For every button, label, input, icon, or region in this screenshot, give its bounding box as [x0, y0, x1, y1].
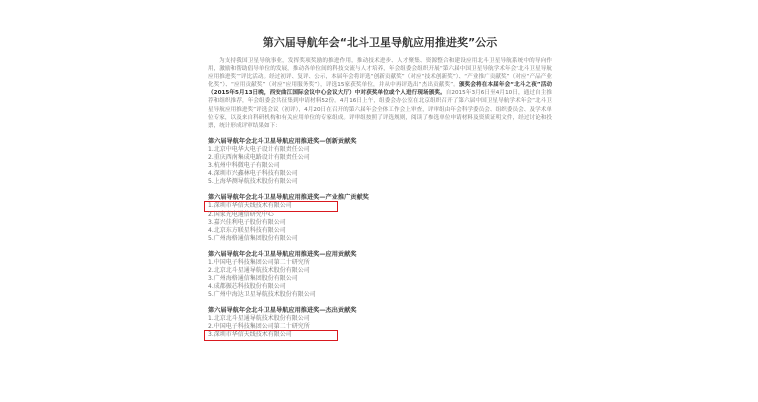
list-item: 3.杭州中科微电子有限公司 — [208, 161, 280, 169]
list-item: 5.广州海格通信集团股份有限公司 — [208, 234, 298, 242]
list-item: 1.北京中电华大电子设计有限责任公司 — [208, 145, 310, 153]
document-title: 第六届导航年会“北斗卫星导航应用推进奖”公示 — [262, 36, 498, 49]
section-heading: 第六届导航年会北斗卫星导航应用推进奖—杰出贡献奖 — [208, 306, 357, 314]
list-item: 2.国家光电通信研究中心 — [208, 210, 274, 218]
list-item: 3.广州海格通信集团股份有限公司 — [208, 274, 298, 282]
section-heading: 第六届导航年会北斗卫星导航应用推进奖—创新贡献奖 — [208, 137, 357, 145]
intro-text-1: 为支持我国卫星导航事业，发挥奖项奖励的推进作用，推动技术进步、人才聚集、资源整合和建设应用北斗卫星导航系统中的导向作用，激励和帮助倡导单位的发展，推动各单位间的科技交流与人才培养，年会组委会组织开展“第六届中国卫星导航学术年会‘北斗卫星导航应用推进奖’”评比活动。经过初评、复评、公示，本届年会将评选“创新贡献奖”（对应“技术创新奖”）、“产业推广贡献奖”（对应“产品产业化奖”）、“应用贡献奖”（对应“应用服务奖”），评选15家获奖单位，并从中再评选出“杰出贡献奖”。 — [208, 58, 552, 89]
award-section-innovation — [208, 136, 552, 186]
list-item: 4.北京东方联星科技有限公司 — [208, 226, 286, 234]
list-item-text: 1.深圳市华信天线技术有限公司 — [208, 201, 292, 209]
list-item: 5.上海华测导航技术股份有限公司 — [208, 177, 298, 185]
list-item-highlighted — [208, 331, 552, 340]
intro-ceremony-notice: 颁奖会将在本届年会“北斗之夜”活动（2015年5月13日晚，西安曲江国际会议中心会议大厅）中对获奖单位或个人进行现场颁奖。 — [208, 82, 552, 97]
list-item: 1.北京北斗星通导航技术股份有限公司 — [208, 314, 310, 322]
intro-paragraph — [208, 57, 552, 130]
section-heading: 第六届导航年会北斗卫星导航应用推进奖—产业推广贡献奖 — [208, 193, 369, 201]
section-heading: 第六届导航年会北斗卫星导航应用推进奖—应用贡献奖 — [208, 250, 357, 258]
award-section-industry — [208, 192, 552, 243]
announcement-document — [208, 34, 552, 346]
list-item: 5.广州中海达卫星导航技术股份有限公司 — [208, 290, 316, 298]
list-item-highlighted — [208, 202, 552, 211]
award-section-outstanding — [208, 305, 552, 340]
list-item-text: 3.深圳市华信天线技术有限公司 — [208, 330, 292, 338]
intro-text-2: 自2015年3月6日至4月10日，通过自主推荐和组织推荐，年会组委会共征集到申请材料52份。4月16日上午，组委会办公室在北京组织召开了第六届中国卫星导航学术年会“北斗卫星导航应用推进奖”评选会议（初评），4月20日在召开的第六届年会全体工作会上审查，评审组由年会科学委员会、组织委员会、及学术单位专家，以及来自科研机构和有关应用单位的专家组成。评审组按照了评选规则，阅读了参选单位申请材料及资质证明文件，经过讨论和投票，统计形成评审结果如下： — [208, 90, 553, 129]
award-section-application — [208, 249, 552, 299]
list-item: 2.重庆西南集成电路设计有限责任公司 — [208, 153, 310, 161]
list-item: 3.嘉兴佳利电子股份有限公司 — [208, 218, 286, 226]
list-item: 2.北京北斗星通导航技术股份有限公司 — [208, 266, 310, 274]
list-item: 1.中国电子科技集团公司第二十研究所 — [208, 258, 310, 266]
list-item: 4.深圳市兴鑫林电子科技有限公司 — [208, 169, 298, 177]
list-item: 4.成都振芯科技股份有限公司 — [208, 282, 286, 290]
list-item: 2.中国电子科技集团公司第二十研究所 — [208, 322, 310, 330]
